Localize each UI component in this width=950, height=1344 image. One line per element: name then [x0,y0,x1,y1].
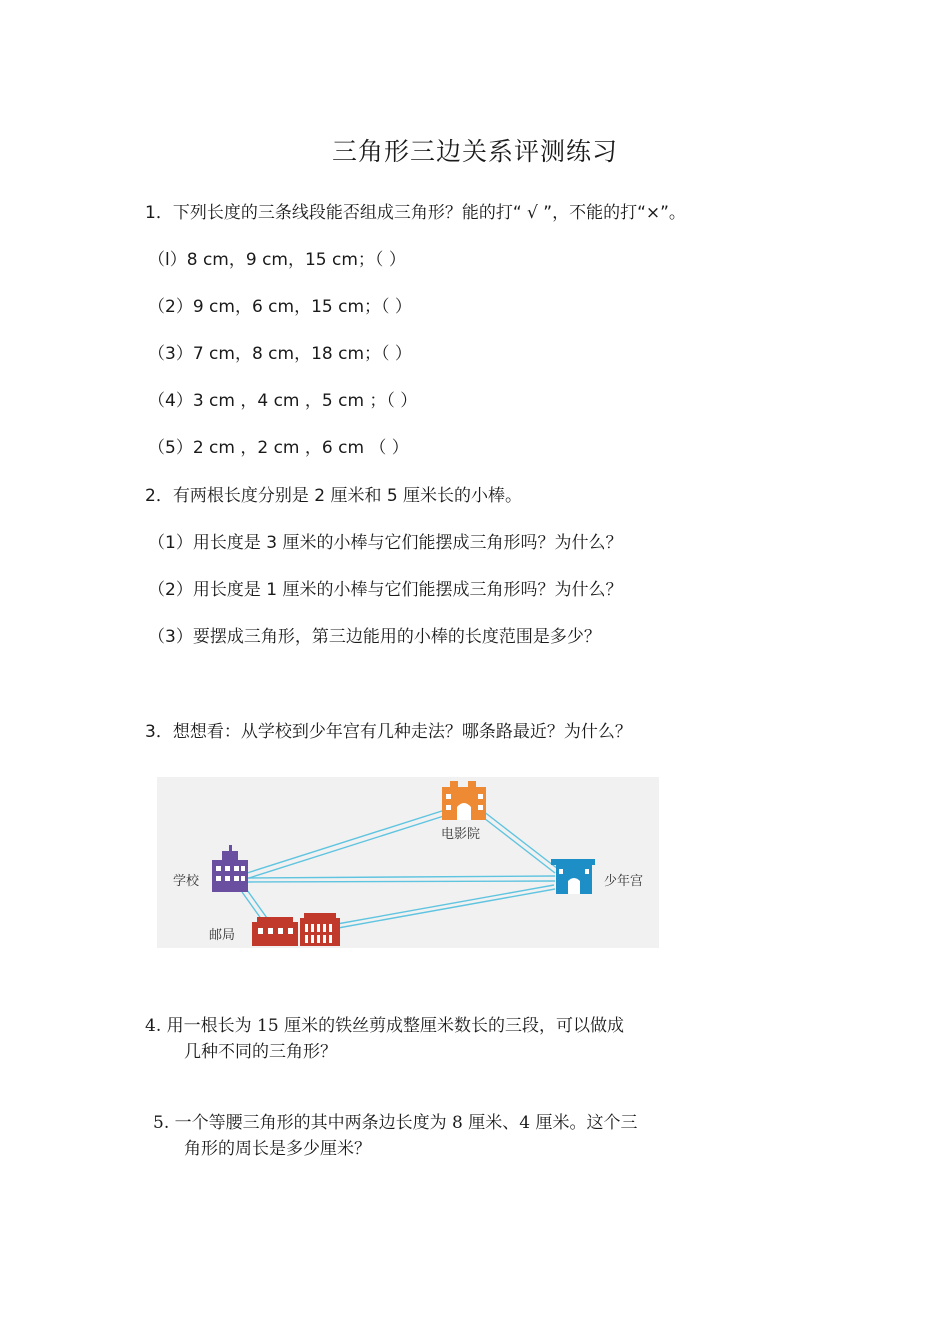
route-map [157,777,659,948]
question-2-stem: 2．有两根长度分别是 2 厘米和 5 厘米长的小棒。 [145,486,523,506]
cinema-building-icon [442,781,486,820]
question-4-line-1: 4. 用一根长为 15 厘米的铁丝剪成整厘米数长的三段，可以做成 [145,1016,625,1036]
label-youth-palace: 少年宫 [604,874,644,889]
youth-palace-building-icon [551,859,595,894]
question-1-stem: 1．下列长度的三条线段能否组成三角形？能的打“ √ ”，不能的打“×”。 [145,203,686,223]
label-post-office: 邮局 [209,928,236,943]
question-1-item: （2）9 cm，6 cm，15 cm；（ ） [148,297,412,317]
question-1-item: （4）3 cm ，4 cm ，5 cm ；（ ） [148,391,418,411]
question-2-item: （1）用长度是 3 厘米的小棒与它们能摆成三角形吗？为什么？ [148,533,623,553]
question-1-item: （l）8 cm，9 cm，15 cm；（ ） [148,250,406,270]
question-2-item: （3）要摆成三角形，第三边能用的小棒的长度范围是多少？ [148,627,601,647]
question-1-item: （5）2 cm ，2 cm ，6 cm （ ） [148,438,409,458]
school-building-icon [212,845,248,892]
label-school: 学校 [173,874,200,889]
question-5-line-2: 角形的周长是多少厘米？ [184,1139,371,1159]
roads [242,810,558,928]
question-5-line-1: 5. 一个等腰三角形的其中两条边长度为 8 厘米、4 厘米。这个三 [153,1113,638,1133]
label-cinema: 电影院 [441,827,481,842]
question-2-item: （2）用长度是 1 厘米的小棒与它们能摆成三角形吗？为什么？ [148,580,623,600]
question-1-item: （3）7 cm，8 cm，18 cm；（ ） [148,344,412,364]
page-title: 三角形三边关系评测练习 [331,137,618,166]
question-4-line-2: 几种不同的三角形？ [184,1042,337,1062]
question-3-stem: 3．想想看：从学校到少年宫有几种走法？哪条路最近？为什么？ [145,722,632,742]
post-office-building-icon [252,913,340,946]
